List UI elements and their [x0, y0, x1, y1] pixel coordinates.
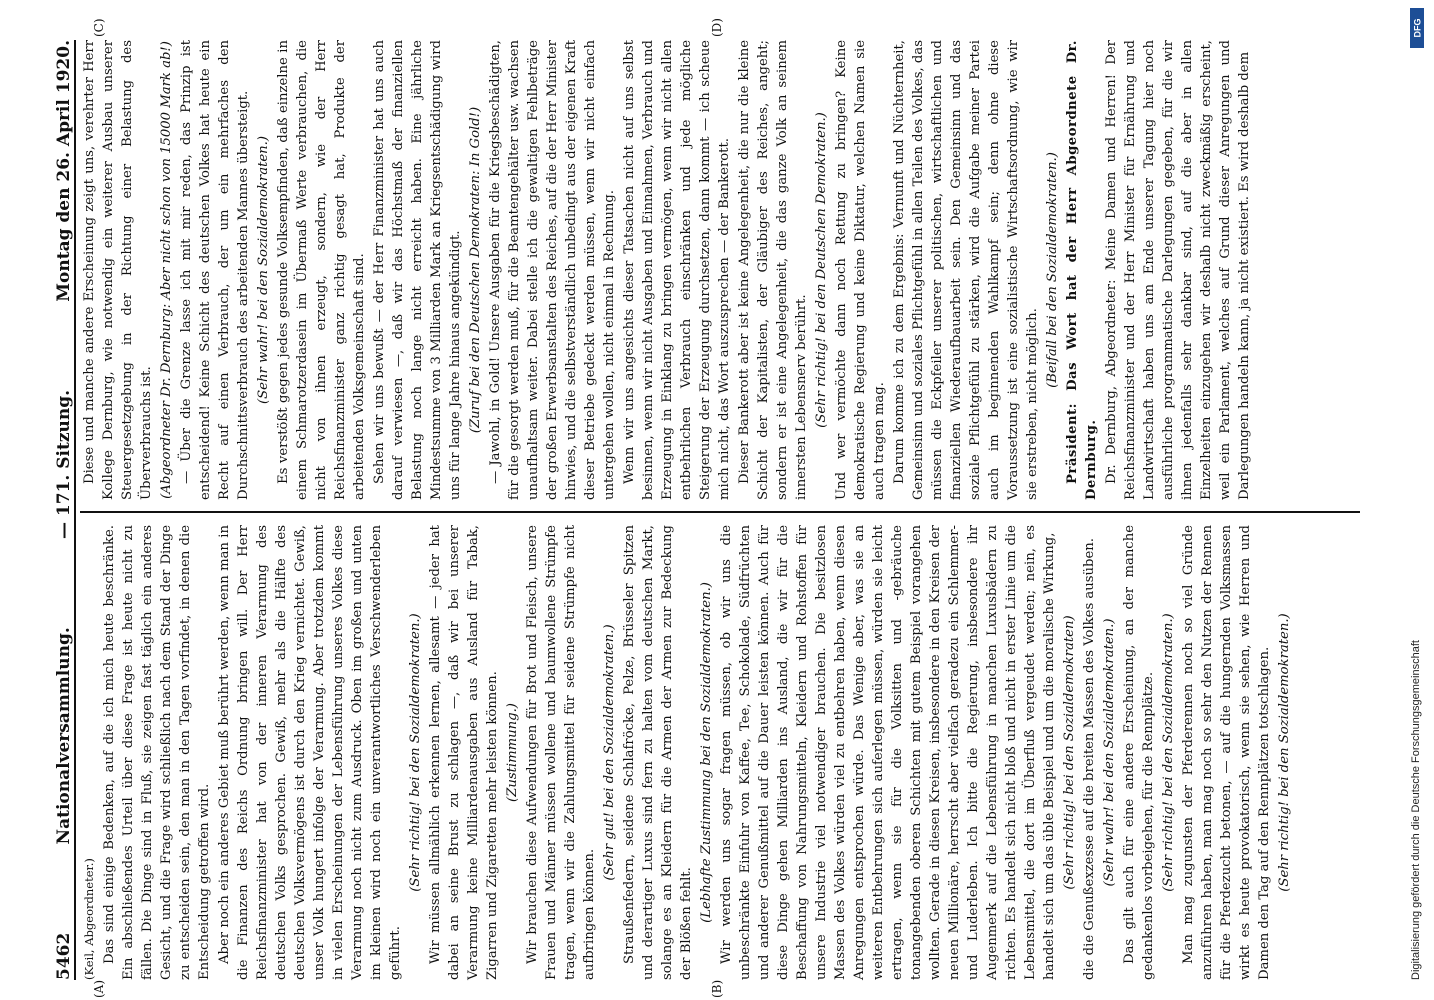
interjection: (Sehr richtig! bei den Deutschen Demokraten.): [814, 112, 829, 428]
interjection: (Lebhafte Zustimmung bei den Sozialdemokraten.): [699, 582, 714, 923]
paragraph: Wir werden uns sogar fragen müssen, ob wir uns die unbeschränkte Einfuhr von Kaffee, Tee, Schokolade, Südfrüchten und anderer Genußmittel auf die Dauer leisten können. Auch für diese Dinge gehen Milliarden ins Ausland, die wir für die Beschaffung von Nahrungsmitteln, Kleidern und Rohstoffen für unsere Industrie viel notwendiger brauchen. Die besitzlosen Massen des Volkes würden viel zu entbehren haben, wenn diesen Anregungen entsprochen würde. Das Wenige aber, was sie an weiteren Entbehrungen sich auferlegen müssen, würden sie leicht ertragen, wenn sie für die Volksitten und -gebräuche tonangebenden oberen Schichten mit gutem Beispiel vorangehen wollten. Gerade in diesen Kreisen, insbesondere in den Kreisen der neuen Millionäre, herrscht aber vielfach geradezu ein Schlemmer- und Luderleben. Ich bitte die Regierung, insbesondere ihr Augenmerk auf die Lebensführung in manchen Luxusbädern zu richten. Es handelt sich nicht bloß und nicht in erster Linie um die Lebensmittel, die dort im Überfluß vergeudet werden; nein, es handelt sich um das üble Beispiel und um die moralische Wirkung,: [719, 525, 1057, 980]
paragraph: Man mag zugunsten der Pferderennen noch so viel Gründe anzuführen haben, man mag noch so sehr den Nutzen der Rennen für die Pferdezucht betonen, — auf die hungernden Volksmassen wirkt es heute provokatorisch, wenn sie sehen, wie Herren und Damen den Tag auf den Rennplätzen totschlagen.: [1181, 525, 1272, 980]
interjection: (Zuruf bei den Deutschen Demokraten: In Gold!): [468, 106, 483, 434]
paragraph: die die Genußexzesse auf die breiten Massen des Volkes ausüben.: [1082, 538, 1097, 980]
paragraph: Diese und manche andere Erscheinung zeigt uns, verehrter Herr Kollege Dernburg, wie notwendig ein weiterer Ausbau unserer Steuergesetzgebung in der Richtung einer Belastung des Überverbrauchs ist.: [82, 40, 154, 500]
margin-marker-b: (B): [710, 979, 724, 998]
page-number: 5462: [54, 932, 74, 980]
paragraph: Wenn wir uns angesichts dieser Tatsachen nicht auf uns selbst besinnen, wenn wir nicht Ausgaben und Einnahmen, Verbrauch und Erzeugung in Einklang zu bringen vermögen, wenn wir nicht allen entbehrlichen Verbrauch einschränken und jede mögliche Steigerung der Erzeugung durchsetzen, dann kommt — ich scheue mich nicht, das Wort auszusprechen — der Bankerott.: [622, 40, 732, 500]
running-head: [48, 40, 76, 980]
paragraph: — Jawohl, in Gold! Unsere Ausgaben für die Kriegsbeschädigten, für die gesorgt werden muß, für die Beamtengehälter usw. wachsen unaufhaltsam weiter. Dabei stelle ich die gewaltigen Fehlbeträge der großen Erwerbsanstalten des Reiches, auf die der Herr Minister hinwies, und die selbstverständlich unbedingt aus der eigenen Kraft dieser Betriebe gedeckt werden müssen, wenn wir nicht einfach untergehen wollen, nicht einmal in Rechnung.: [488, 40, 617, 500]
paragraph: Das sind einige Bedenken, auf die ich mich heute beschränke. Ein abschließendes Urteil über diese Frage ist heute nicht zu fällen. Die Dinge sind in Fluß, sie zeigen fast täglich ein anderes Gesicht, und die Frage wird schließlich nach dem Stand der Dinge zu entscheiden sein, den man in den Tagen vorfindet, in denen die Entscheidung getroffen wird.: [102, 525, 212, 980]
paragraph: Und wer vermöchte dann noch Rettung zu bringen? Keine demokratische Regierung und keine Diktatur, welchen Namen sie auch tragen mag.: [834, 40, 887, 500]
interjection: (Sehr richtig! bei den Sozialdemokraten): [1062, 615, 1077, 890]
digitization-note: [1405, 20, 1427, 980]
rotated-page-content: [40, 20, 1380, 1000]
paragraph: Aber noch ein anderes Gebiet muß berührt werden, wenn man in die Finanzen des Reichs Ordnung bringen will. Der Herr Reichsfinanzminister hat von der inneren Verarmung des deutschen Volks gesprochen. Gewiß, mehr als die Hälfte des deutschen Volksvermögens ist durch den Krieg vernichtet. Gewiß, unser Volk hungert infolge der Verarmung. Aber trotzdem kommt in vielen Erscheinungen der Lebensführung unseres Volkes diese Verarmung noch nicht zum Ausdruck. Oben im großen und unten im kleinen wird noch ein unverantwortliches Verschwenderleben geführt.: [217, 525, 403, 980]
interjection: (Zustimmung.): [505, 703, 520, 802]
left-column: [80, 525, 1295, 980]
dfg-logo: DFG: [1410, 8, 1424, 48]
paragraph: Dr. Dernburg, Abgeordneter: Meine Damen und Herren! Der Reichsfinanzminister und der Herr Minister für Ernährung und Landwirtschaft haben uns am Ende unserer Tagung hier noch ausführliche programmatische Darlegungen gegeben, für die wir ihnen jedenfalls sehr dankbar sind, auf die aber in allen Einzelheiten einzugehen wir deshalb nicht zweckmäßig erscheint, weil ein Parlament, welches auf Grund dieser Anregungen und Darlegungen handeln kann, ja nicht existiert. Es wird deshalb dem: [1104, 40, 1252, 500]
paragraph: Dieser Bankerott aber ist keine Angelegenheit, die nur die kleine Schicht der Kapitalisten, der Gläubiger des Reiches, angeht; sondern er ist eine Angelegenheit, die das ganze Volk an seinem innersten Lebensnerv berührt.: [737, 40, 809, 500]
interjection: (Sehr richtig! bei den Sozialdemokraten.): [1161, 613, 1176, 892]
paragraph: Sehen wir uns bewußt — der Herr Finanzminister hat uns auch darauf verwiesen —, daß wir das Höchstmaß der finanziellen Belastung noch lange nicht erreicht haben. Eine jährliche Mindestsumme von 3 Milliarden Mark an Kriegsentschädigung wird uns für lange Jahre hinaus angekündigt.: [372, 40, 463, 500]
margin-marker-c: (C): [92, 18, 106, 37]
paragraph: Wir brauchen diese Aufwendungen für Brot und Fleisch, unsere Frauen und Männer müssen wollene und baumwollene Strümpfe tragen, wenn wir die Zahlungsmittel für seidene Strümpfe nicht aufbringen können.: [525, 525, 597, 980]
interjection: (Sehr richtig! bei den Sozialdemokraten.): [408, 613, 423, 892]
margin-marker-d: (D): [710, 18, 724, 37]
interjection: (Sehr richtig! bei den Sozialdemokraten.): [1277, 613, 1292, 892]
speaker-note: (Keil, Abgeordneter.): [82, 858, 96, 980]
paragraph: Wir müssen allmählich erkennen lernen, allesamt — jeder hat dabei an seine Brust zu schlagen —, daß wir bei unserer Verarmung keine Milliardenausgaben aus Ausland für Tabak, Zigarren und Zigaretten mehr leisten können.: [428, 525, 500, 980]
paragraph: Straußenfedern, seidene Schlafröcke, Pelze, Brüsseler Spitzen und derartiger Luxus sind fern zu halten vom deutschen Markt, solange es an Kleidern für die Armen der Armen zur Bedeckung der Blößen fehlt.: [622, 525, 694, 980]
session-title: — 171. Sitzung.: [54, 389, 74, 539]
interjection: (Sehr wahr! bei den Sozialdemokraten.): [1102, 618, 1117, 887]
right-column: [80, 40, 1255, 500]
interjection: (Sehr wahr! bei den Sozialdemokraten.): [256, 136, 271, 404]
president-announcement: Präsident: Das Wort hat der Herr Abgeordnete Dr. Dernburg.: [1065, 40, 1099, 500]
interjection: (Sehr gut! bei den Sozialdemokraten.): [602, 624, 617, 881]
margin-marker-a: (A): [92, 979, 106, 998]
document-page: [40, 0, 1380, 1000]
session-date: Montag den 26. April 1920.: [54, 40, 74, 302]
paragraph: Es verstößt gegen jedes gesunde Volksempfinden, daß einzelne in einem Schmarotzerdasein im Übermaß Werte verbrauchen, die nicht von ihnen erzeugt, sondern, wie der Herr Reichsfinanzminister ganz richtig gesagt hat, Produkte der arbeitenden Volksgemeinschaft sind.: [276, 40, 367, 500]
interjection: (Beifall bei den Sozialdemokraten.): [1045, 152, 1060, 388]
assembly-title: Nationalversammlung.: [54, 627, 74, 845]
paragraph: Das gilt auch für eine andere Erscheinung, an der manche gedankenlos vorbeigehen, für die Rennplätze.: [1122, 525, 1156, 980]
paragraph: Darum komme ich zu dem Ergebnis: Vernunft und Nüchternheit, Gemeinsinn und soziales Pflichtgefühl in allen Teilen des Volkes, das müssen die Eckpfeiler unserer politischen, wirtschaftlichen und finanziellen Wiederaufbauarbeit sein. Den Gemeinsinn und das soziale Pflichtgefühl zu stärken, wird die Aufgabe meiner Partei auch im beginnenden Wahlkampf sein; denn ohne diese Voraussetzung ist eine sozialistische Wirtschaftsordnung, wie wir sie erstreben, nicht möglich.: [892, 40, 1040, 500]
digitization-note-text: Digitalisierung gefördert durch die Deutsche Forschungsgemeinschaft: [1410, 640, 1422, 980]
paragraph: — Über die Grenze lasse ich mit mir reden, das Prinzip ist entscheidend! Keine Schicht des deutschen Volkes hat heute ein Recht auf einen Verbrauch, der um ein mehrfaches den Durchschnittsverbrauch des arbeitenden Mannes übersteigt.: [179, 40, 251, 500]
column-divider: [80, 512, 1360, 514]
interjection: (Abgeordneter Dr. Dernburg: Aber nicht schon von 15000 Mark ab!): [159, 41, 174, 499]
